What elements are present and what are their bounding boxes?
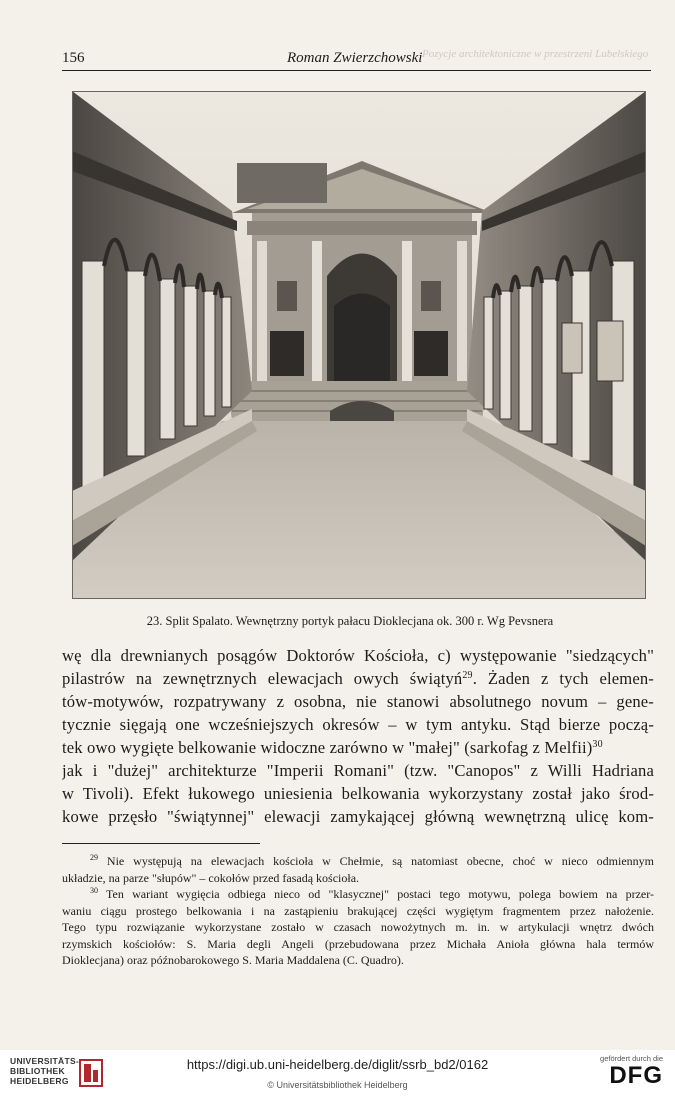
footnote-text: Ten wariant wygięcia odbiega nieco od "klasycznej" postaci tego motywu, polega bowiem na przer- [98,887,654,901]
footnotes [62,853,654,969]
body-text [62,644,654,828]
running-head-author: Roman Zwierzchowski [287,50,423,66]
body-line: wę dla drewnianych posągów Doktorów Kościoła, c) występowanie "siedzących" [62,646,654,665]
body-line [62,667,654,690]
bleed-through-text: Pozycje architektoniczne w przestrzeni Lubelskiego [422,48,649,60]
body-line [62,736,654,759]
body-line: tów-motywów, rozpatrywany z osobna, nie stanowi absolutnego novum – gene- [62,692,654,711]
body-line: tycznie sięgają one wcześniejszych okresów – w tym antyku. Stąd bierze począ- [62,715,654,734]
footnote-rule [62,843,260,844]
figure-caption: 23. Split Spalato. Wewnętrzny portyk pałacu Dioklecjana ok. 300 r. Wg Pevsnera [146,614,554,628]
body-line: w Tivoli). Efekt łukowego uniesienia belkowania wykorzystany został jako środ- [62,784,654,803]
body-line-text: pilastrów na zewnętrznych elewacjach owych świątyń [62,669,463,688]
running-head [62,44,651,70]
permalink-url[interactable]: https://digi.ub.uni-heidelberg.de/diglit/ssrb_bd2/0162 [186,1057,489,1072]
header-rule [62,70,651,71]
footnote-ref[interactable]: 29 [462,670,473,681]
footnote-line: Tego typu rozwiązanie wykorzystane zostało w czasach nowożytnych m. in. w artykulacji wnętrz dwóch [62,920,654,934]
footnote-30 [62,886,654,903]
footnote-ref[interactable]: 30 [592,739,603,750]
footnote-number: 29 [90,853,98,862]
body-line: jak i "dużej" architekturze "Imperii Romani" (tzw. "Canopos" z Willi Hadriana [62,761,654,780]
footer-bar [0,1050,675,1097]
library-name-line: BIBLIOTHEK [10,1066,65,1076]
footnote-text: Nie występują na elewacjach kościoła w Chełmie, są natomiast obecne, choć w nieco odmiennym [98,854,654,868]
copyright-notice: © Universitätsbibliothek Heidelberg [267,1080,408,1090]
body-line-text: . Żaden z tych elemen- [472,669,654,688]
funder-label: gefördert durch die [600,1054,663,1063]
library-name-line: UNIVERSITÄTS- [10,1056,80,1066]
funder-name: DFG [609,1062,663,1089]
page-number: 156 [62,50,85,66]
library-name-line: HEIDELBERG [10,1076,69,1086]
footnote-line: układzie, na parze "słupów" – cokołów przed fasadą kościoła. [62,870,360,885]
body-line-text: tek owo wygięte belkowanie widoczne zarówno w "małej" (sarkofag z Melfii) [62,738,593,757]
footnote-line: Dioklecjana) oraz późnobarokowego S. Maria Maddalena (C. Quadro). [62,953,404,967]
footnote-29 [62,853,654,870]
photograph-icon [72,91,646,599]
dfg-logo[interactable] [593,1054,663,1094]
figure-photograph [72,91,646,599]
body-line: kowe przęsło "świątynnej" elewacji zamykającej główną wewnętrzną ulicę kom- [62,807,654,826]
footnote-line: waniu ciągu prostego belkowania i na zastąpieniu brakującej części wygiętym fragmentem przez nałożenie. [62,903,654,918]
footnote-number: 30 [90,886,98,895]
footnote-line: rzymskich kościołów: S. Maria degli Angeli (przebudowana przez Michała Anioła główna hala termów [62,936,654,951]
